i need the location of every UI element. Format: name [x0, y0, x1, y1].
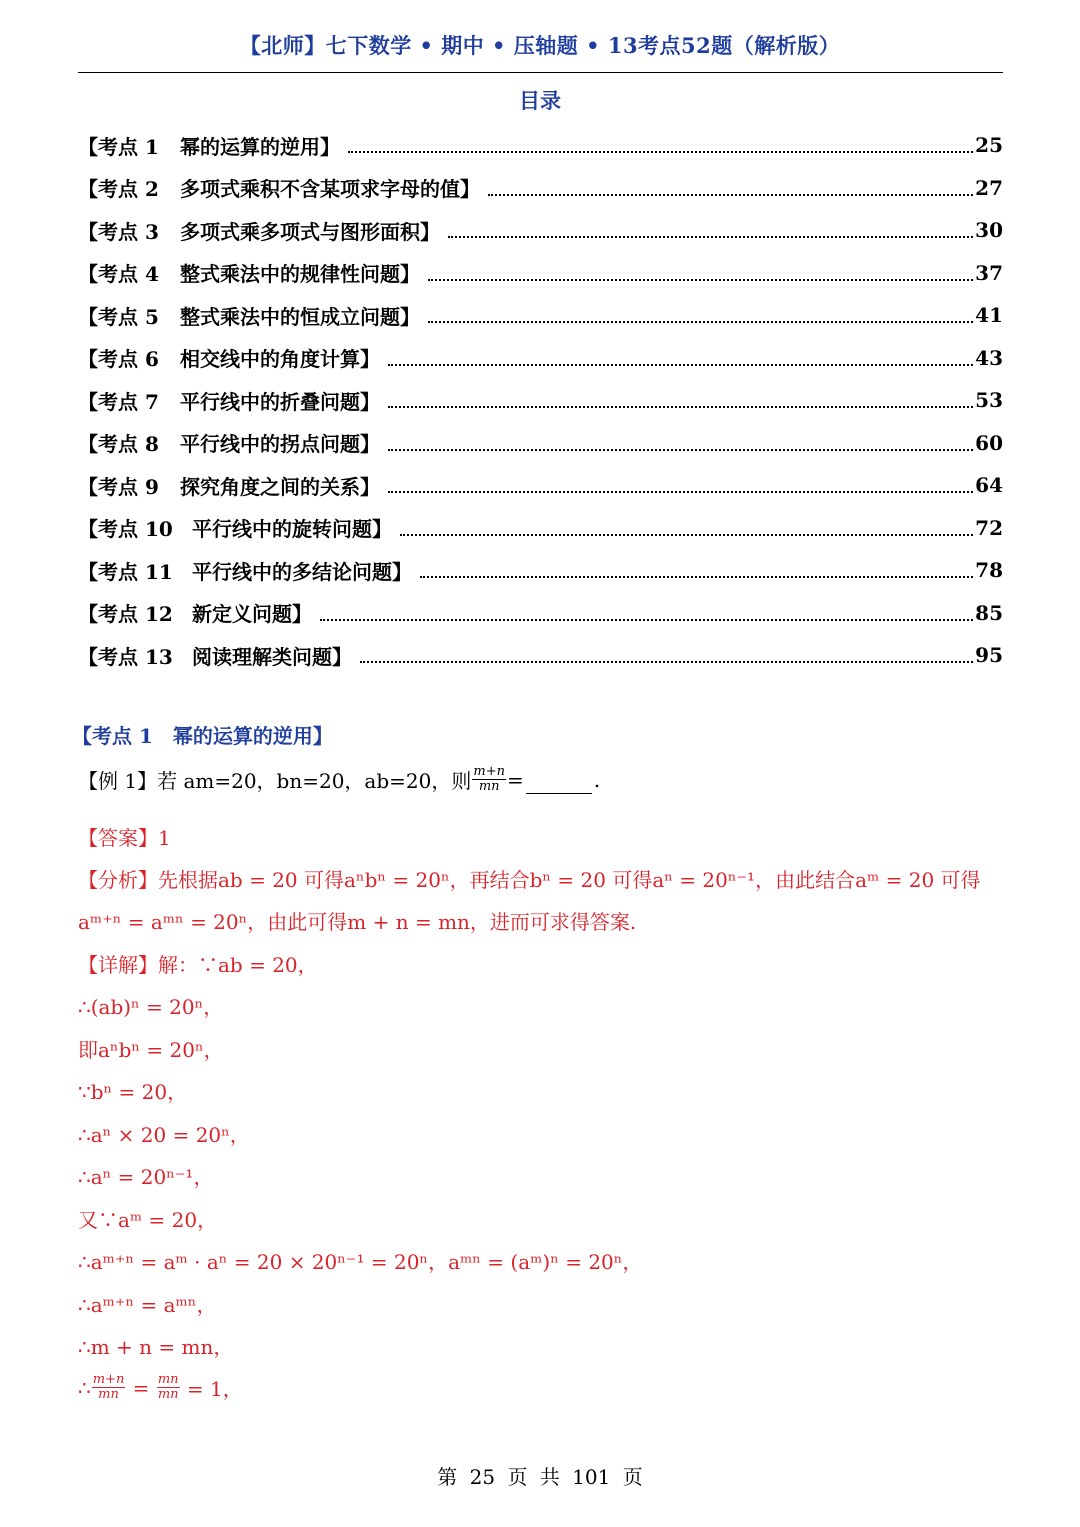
example-end: . [593, 767, 601, 792]
toc-leader-dots [388, 364, 973, 366]
toc-item[interactable] [78, 422, 1003, 465]
toc-item-number: 【考点 13 [78, 644, 173, 669]
toc-leader-dots [400, 534, 973, 536]
fraction-denominator: mn [157, 1387, 179, 1402]
detail-step: ∴aⁿ × 20 = 20ⁿ， [78, 1123, 250, 1147]
final-prefix: ∴ [78, 1375, 91, 1400]
detail-step: ∴aᵐ⁺ⁿ = aᵐⁿ， [78, 1293, 217, 1317]
toc-item-page: 37 [975, 260, 1003, 285]
table-of-contents [78, 124, 1003, 677]
answer-tag: 【答案】 [78, 826, 158, 850]
detail-step: ∴aⁿ = 20ⁿ⁻¹， [78, 1165, 214, 1189]
toc-item-number: 【考点 8 [78, 432, 159, 457]
toc-item[interactable] [78, 209, 1003, 252]
page-header-title: 【北师】七下数学 • 期中 • 压轴题 • 13考点52题（解析版） [239, 33, 841, 58]
example-text: 若 am=20，bn=20，ab=20，则 [157, 769, 472, 793]
toc-item-number: 【考点 4 [78, 262, 159, 287]
toc-item-label: 整式乘法中的规律性问题】 [180, 262, 420, 287]
toc-leader-dots [488, 194, 973, 196]
analysis-line-1 [78, 864, 981, 893]
detail-step: 又∵aᵐ = 20， [78, 1208, 218, 1232]
toc-leader-dots [388, 449, 973, 451]
detail-step: ∴aᵐ⁺ⁿ = aᵐ · aⁿ = 20 × 20ⁿ⁻¹ = 20ⁿ，aᵐⁿ = (aᵐ)ⁿ = 20ⁿ， [78, 1250, 643, 1274]
toc-item-number: 【考点 2 [78, 177, 159, 202]
toc-item[interactable] [78, 337, 1003, 380]
toc-item-number: 【考点 11 [78, 559, 173, 584]
toc-item-page: 64 [975, 473, 1003, 498]
fraction-denominator: mn [98, 1387, 119, 1402]
detail-step: ∵bⁿ = 20， [78, 1080, 188, 1104]
toc-item-number: 【考点 7 [78, 389, 159, 414]
fraction-denominator: mn [478, 779, 500, 794]
answer-value: 1 [158, 826, 171, 850]
header-divider [78, 72, 1003, 73]
section-heading: 【考点 1 幂的运算的逆用】 [72, 724, 333, 748]
toc-item[interactable] [78, 252, 1003, 295]
detail-final-line [78, 1373, 243, 1402]
page-footer: 第 25 页 共 101 页 [437, 1465, 643, 1489]
toc-item[interactable] [78, 634, 1003, 677]
final-fraction-2 [157, 1373, 180, 1402]
toc-item[interactable] [78, 507, 1003, 550]
answer-line [78, 822, 171, 851]
detail-tag: 【详解】 [78, 953, 158, 977]
fraction-numerator: mn [157, 1372, 179, 1387]
toc-item-label: 相交线中的角度计算】 [180, 347, 380, 372]
toc-item[interactable] [78, 124, 1003, 167]
detail-step: 即aⁿbⁿ = 20ⁿ， [78, 1038, 224, 1062]
toc-item-page: 95 [975, 643, 1003, 668]
toc-item[interactable] [78, 549, 1003, 592]
toc-item-number: 【考点 9 [78, 474, 159, 499]
toc-item[interactable] [78, 379, 1003, 422]
toc-leader-dots [388, 406, 973, 408]
detail-step: ∴m + n = mn， [78, 1335, 234, 1359]
fraction-numerator: m+n [92, 1372, 125, 1387]
toc-leader-dots [448, 236, 973, 238]
example-equals: = [506, 767, 524, 792]
toc-item-number: 【考点 12 [78, 602, 173, 627]
detail-first: 解：∵ab = 20， [158, 953, 318, 977]
toc-item[interactable] [78, 167, 1003, 210]
example-label: 【例 1】 [78, 769, 158, 793]
analysis-line-2: aᵐ⁺ⁿ = aᵐⁿ = 20ⁿ，由此可得m + n = mn，进而可求得答案. [78, 910, 637, 934]
fraction-numerator: m+n [473, 764, 505, 779]
toc-item-label: 平行线中的拐点问题】 [180, 432, 380, 457]
toc-item-label: 平行线中的旋转问题】 [192, 517, 392, 542]
detail-step: ∴(ab)ⁿ = 20ⁿ， [78, 995, 224, 1019]
toc-leader-dots [388, 491, 973, 493]
toc-item-number: 【考点 3 [78, 219, 159, 244]
toc-leader-dots [420, 576, 973, 578]
toc-leader-dots [348, 151, 973, 153]
toc-item-label: 平行线中的多结论问题】 [192, 559, 412, 584]
toc-item-number: 【考点 6 [78, 347, 159, 372]
toc-item-number: 【考点 1 [78, 134, 159, 159]
toc-item-page: 41 [975, 303, 1003, 328]
toc-title: 目录 [519, 88, 561, 113]
toc-item-label: 新定义问题】 [192, 602, 312, 627]
final-fraction-1 [92, 1373, 126, 1402]
toc-item[interactable] [78, 294, 1003, 337]
toc-item-number: 【考点 5 [78, 304, 159, 329]
toc-item-label: 幂的运算的逆用】 [180, 134, 340, 159]
example-question [78, 765, 600, 794]
toc-item-page: 43 [975, 345, 1003, 370]
toc-item-label: 阅读理解类问题】 [192, 644, 352, 669]
final-result: = 1， [180, 1377, 243, 1401]
toc-item-page: 60 [975, 430, 1003, 455]
toc-item-page: 72 [975, 515, 1003, 540]
toc-item-label: 探究角度之间的关系】 [180, 474, 380, 499]
example-fraction [472, 765, 506, 794]
toc-item[interactable] [78, 464, 1003, 507]
toc-leader-dots [320, 619, 973, 621]
toc-item-label: 多项式乘多项式与图形面积】 [180, 219, 440, 244]
toc-leader-dots [428, 279, 973, 281]
toc-leader-dots [428, 321, 973, 323]
toc-item-label: 平行线中的折叠问题】 [180, 389, 380, 414]
toc-item-page: 25 [975, 133, 1003, 158]
detail-line-0 [78, 949, 318, 978]
toc-item-page: 85 [975, 600, 1003, 625]
toc-item-label: 整式乘法中的恒成立问题】 [180, 304, 420, 329]
answer-blank [526, 773, 592, 794]
analysis-tag: 【分析】 [78, 868, 158, 892]
toc-leader-dots [360, 661, 973, 663]
toc-item-page: 53 [975, 388, 1003, 413]
final-equals: = [126, 1375, 156, 1400]
toc-item[interactable] [78, 592, 1003, 635]
toc-item-page: 78 [975, 558, 1003, 583]
toc-item-page: 30 [975, 218, 1003, 243]
analysis-text-1: 先根据ab = 20 可得aⁿbⁿ = 20ⁿ，再结合bⁿ = 20 可得aⁿ = 20ⁿ⁻¹，由此结合aᵐ = 20 可得 [158, 868, 981, 892]
toc-item-page: 27 [975, 175, 1003, 200]
toc-item-number: 【考点 10 [78, 517, 173, 542]
toc-item-label: 多项式乘积不含某项求字母的值】 [180, 177, 480, 202]
